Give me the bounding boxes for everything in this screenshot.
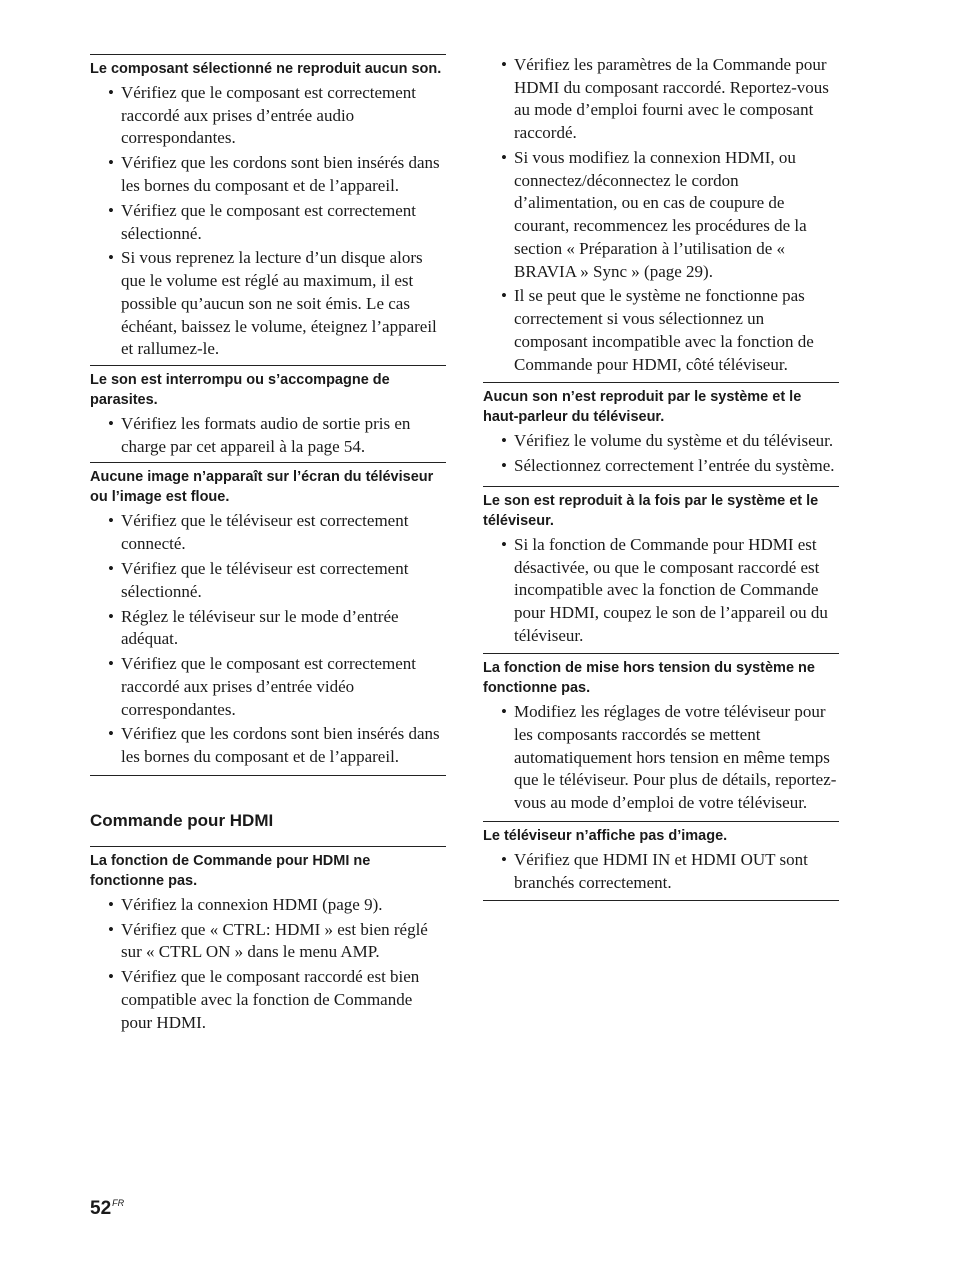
list-item: • Vérifiez la connexion HDMI (page 9). — [90, 894, 446, 917]
section-heading: Le son est reproduit à la fois par le système et le téléviseur. — [483, 492, 819, 529]
list-item: • Si vous reprenez la lecture d’un disque alors que le volume est réglé au maximum, il est possible qu’aucun son ne soit émis. Le cas échéant, baissez le volume, éteignez l’appareil et rallumez-le. — [90, 247, 446, 361]
list-item: • Sélectionnez correctement l’entrée du système. — [483, 455, 839, 478]
troubleshoot-section — [90, 462, 446, 768]
bullet-list — [90, 510, 446, 768]
list-item: • Si la fonction de Commande pour HDMI est désactivée, ou que le composant raccordé est incompatible avec la fonction de Commande pour HDMI, coupez le son de l’appareil ou du téléviseur. — [483, 534, 839, 648]
list-item: • Vérifiez le volume du système et du téléviseur. — [483, 430, 839, 453]
page-number — [90, 1198, 124, 1220]
list-item: • Vérifiez que le composant est correctement raccordé aux prises d’entrée audio correspondantes. — [90, 82, 446, 150]
troubleshoot-section — [483, 821, 839, 894]
bullet-list — [483, 54, 839, 376]
bullet-list — [483, 701, 839, 815]
troubleshoot-section — [90, 846, 446, 1035]
section-heading: Le composant sélectionné ne reproduit aucun son. — [90, 61, 442, 77]
bullet-list — [483, 430, 839, 478]
list-item: • Vérifiez que le composant est correctement sélectionné. — [90, 200, 446, 245]
list-item: • Vérifiez que HDMI IN et HDMI OUT sont branchés correctement. — [483, 849, 839, 894]
section-heading: Le son est interrompu ou s’accompagne de parasites. — [90, 372, 390, 408]
page-number-value: 52 — [90, 1198, 112, 1219]
troubleshoot-section — [90, 54, 446, 361]
left-column — [90, 54, 446, 1038]
section-divider — [90, 775, 446, 776]
bullet-list — [483, 534, 839, 648]
section-heading: Le téléviseur n’affiche pas d’image. — [483, 827, 728, 844]
list-item: • Vérifiez que les cordons sont bien insérés dans les bornes du composant et de l’appareil. — [90, 723, 446, 768]
bullet-list — [90, 413, 446, 458]
list-item: • Réglez le téléviseur sur le mode d’entrée adéquat. — [90, 606, 446, 651]
list-item: • Vérifiez que les cordons sont bien insérés dans les bornes du composant et de l’appareil. — [90, 152, 446, 197]
section-heading: La fonction de Commande pour HDMI ne fonctionne pas. — [90, 852, 371, 889]
section-heading: La fonction de mise hors tension du système ne fonctionne pas. — [483, 660, 815, 697]
section-divider — [483, 900, 839, 901]
list-item: • Si vous modifiez la connexion HDMI, ou connectez/déconnectez le cordon d’alimentation, ou en cas de coupure de courant, recommencez les procédures de la section « Préparation à l’utilisation de « BRAVIA » Sync » (page 29). — [483, 147, 839, 283]
list-item: • Vérifiez que « CTRL: HDMI » est bien réglé sur « CTRL ON » dans le menu AMP. — [90, 919, 446, 964]
right-column — [483, 54, 839, 901]
list-item: • Vérifiez que le composant est correctement raccordé aux prises d’entrée vidéo correspondantes. — [90, 653, 446, 721]
bullet-list — [90, 894, 446, 1035]
section-heading: Aucune image n’apparaît sur l’écran du téléviseur ou l’image est floue. — [90, 469, 434, 506]
list-item: • Vérifiez que le téléviseur est correctement sélectionné. — [90, 558, 446, 603]
list-item: • Modifiez les réglages de votre téléviseur pour les composants raccordés se mettent automatiquement hors tension en même temps que le téléviseur. Pour plus de détails, reportez-vous au mode d’emploi de votre téléviseur. — [483, 701, 839, 815]
bullet-list — [483, 849, 839, 894]
troubleshoot-section — [483, 486, 839, 648]
bullet-list — [90, 82, 446, 361]
page-language-code: FR — [112, 1198, 125, 1208]
section-heading: Aucun son n’est reproduit par le système et le haut-parleur du téléviseur. — [483, 389, 802, 426]
troubleshoot-section — [483, 653, 839, 815]
list-item: • Vérifiez les formats audio de sortie pris en charge par cet appareil à la page 54. — [90, 413, 446, 458]
list-item: • Vérifiez que le téléviseur est correctement connecté. — [90, 510, 446, 555]
list-item: • Vérifiez que le composant raccordé est bien compatible avec la fonction de Commande pour HDMI. — [90, 966, 446, 1034]
troubleshoot-section — [90, 365, 446, 458]
troubleshoot-section — [483, 382, 839, 478]
list-item: • Il se peut que le système ne fonctionne pas correctement si vous sélectionnez un composant incompatible avec la fonction de Commande pour HDMI, côté téléviseur. — [483, 285, 839, 376]
list-item: • Vérifiez les paramètres de la Commande pour HDMI du composant raccordé. Reportez-vous au mode d’emploi fourni avec le composant raccordé. — [483, 54, 839, 145]
hdmi-section-title: Commande pour HDMI — [90, 810, 274, 830]
